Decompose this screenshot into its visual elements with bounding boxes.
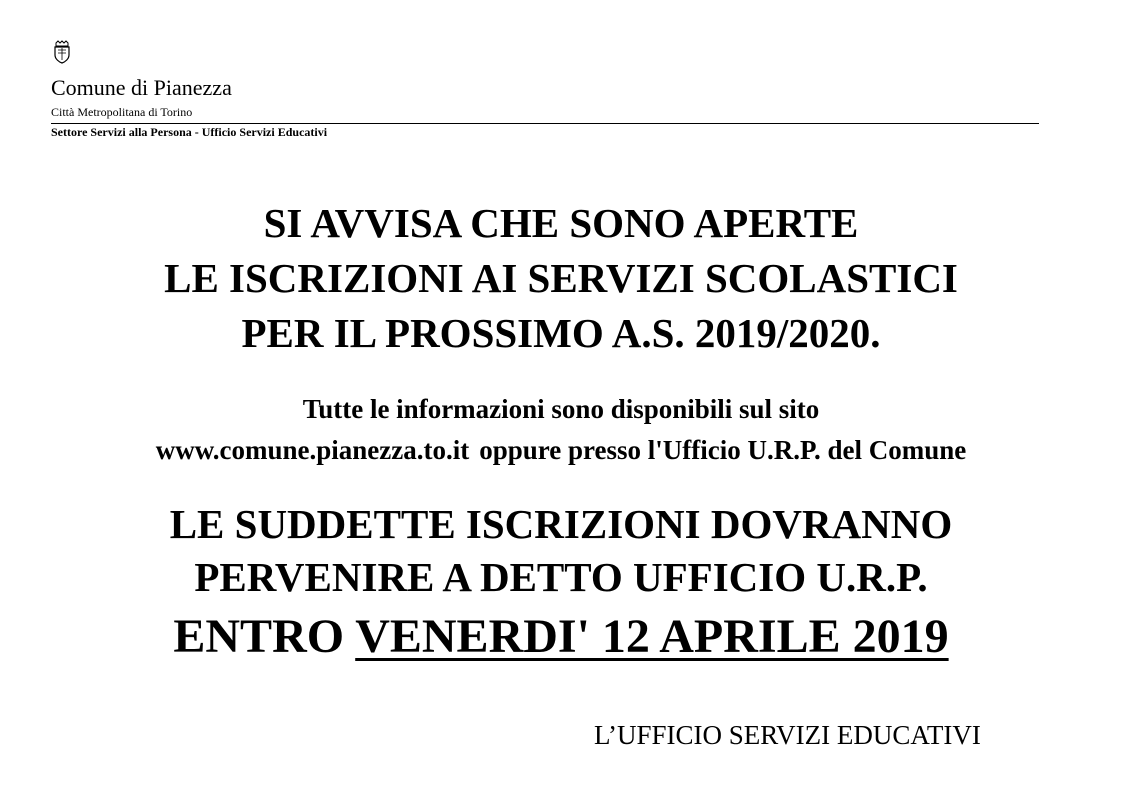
website-link[interactable]: www.comune.pianezza.to.it (155, 435, 470, 465)
notice-headline (0, 196, 1122, 361)
info-paragraph (0, 389, 1122, 471)
deadline-prefix: ENTRO (173, 610, 356, 663)
department-name: Settore Servizi alla Persona - Ufficio Servizi Educativi (51, 125, 328, 139)
deadline-date: VENERDI' 12 APRILE 2019 (355, 610, 949, 663)
org-subtitle: Città Metropolitana di Torino (51, 105, 193, 119)
municipal-crest-icon (52, 40, 72, 64)
deadline-line: LE SUDDETTE ISCRIZIONI DOVRANNO (169, 501, 953, 547)
info-line-2-text: oppure presso l'Ufficio U.R.P. del Comune (479, 435, 967, 465)
headline-line: SI AVVISA CHE SONO APERTE (263, 200, 859, 246)
deadline-date-line (0, 606, 1122, 668)
headline-line: PER IL PROSSIMO A.S. 2019/2020. (241, 310, 881, 356)
headline-line: LE ISCRIZIONI AI SERVIZI SCOLASTICI (164, 255, 958, 301)
signature: L’UFFICIO SERVIZI EDUCATIVI (594, 720, 981, 750)
deadline-line: PERVENIRE A DETTO UFFICIO U.R.P. (194, 554, 928, 600)
header-divider (51, 123, 1039, 124)
info-line-1: Tutte le informazioni sono disponibili sul sito (302, 394, 820, 424)
deadline-notice (0, 498, 1122, 668)
info-line-2 (0, 430, 1122, 471)
org-name: Comune di Pianezza (51, 75, 232, 100)
